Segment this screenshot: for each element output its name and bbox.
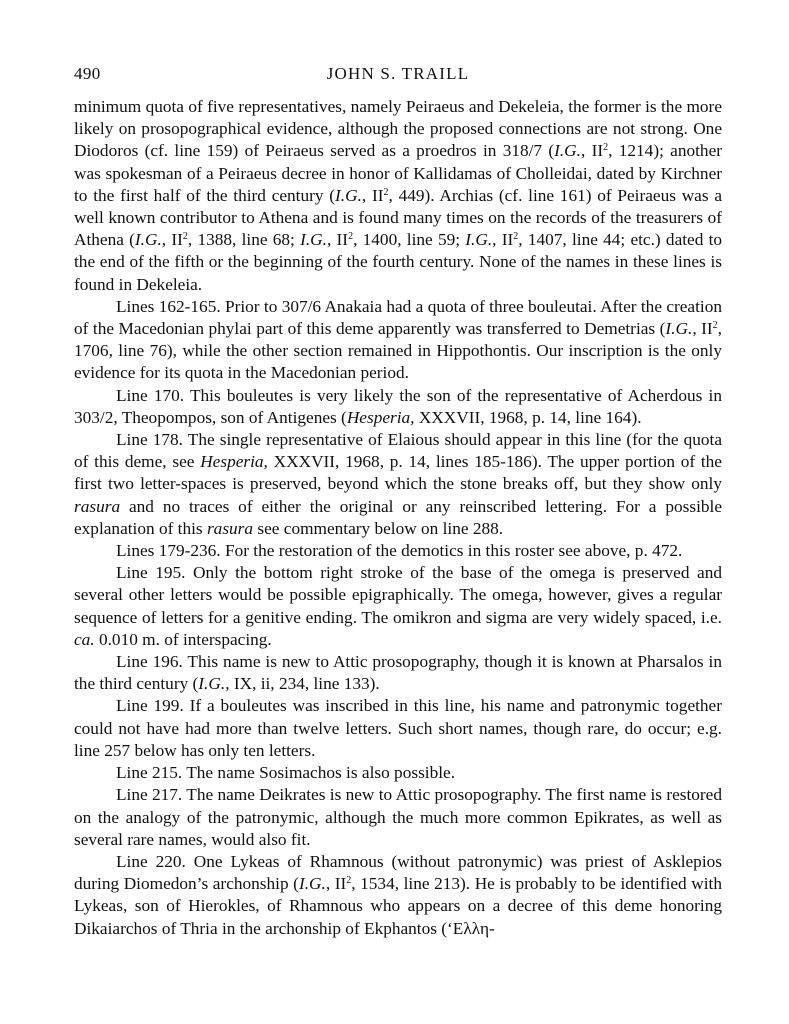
- text-run: Lines 162-165. Prior to 307/6 Anakaia had a quota of three bouleutai. After the creation of the Macedonian phylai part of this deme apparently was transferred to Demetrias (: [74, 296, 722, 339]
- text-run: , 1400, line 59;: [353, 230, 466, 250]
- text-run: Line 196. This name is new to Attic prosopography, though it is known at Pharsalos in the third century (: [74, 652, 722, 694]
- italic-text: I.G.: [465, 230, 493, 250]
- text-run: Line 220. One Lykeas of Rhamnous (without patronymic) was priest of Asklepios during Diomedon’s archonship (: [74, 851, 722, 894]
- text-run: , 1388, line 68;: [187, 230, 301, 250]
- superscript: 2: [182, 231, 188, 243]
- text-run: , 1534, line 213). He is probably to be identified with Lykeas, son of Hierokles, of Rhamnous who appears on a decree of this deme honoring Dikaiarchos of Thria in the archonship of Ekphantos (‘Ελλη-: [74, 874, 722, 938]
- italic-text: I.G.: [300, 230, 327, 250]
- paragraph: [74, 695, 722, 762]
- paragraph: [74, 851, 722, 940]
- page-number: 490: [74, 64, 101, 83]
- superscript: 2: [603, 142, 609, 154]
- text-run: Line 170. This bouleutes is very likely the son of the representative of Acherdous in 303/2, Theopompos, son of Antigenes (: [74, 385, 722, 427]
- paragraph: [74, 562, 722, 651]
- text-run: see commentary below on line 288.: [253, 518, 504, 538]
- italic-text: I.G.: [554, 141, 581, 161]
- text-run: minimum quota of five representatives, namely Peiraeus and Dekeleia, the former is the more likely on prosopographical evidence, although the proposed connections are not strong. One Diodoros (cf. line 159) of Peiraeus served as a proedros in 318/7 (: [74, 97, 722, 161]
- superscript: 2: [712, 320, 718, 332]
- paragraph: [74, 296, 722, 385]
- italic-text: I.G.: [335, 185, 362, 205]
- paragraph: [74, 651, 722, 695]
- text-run: , 1407, line 44; etc.) dated to the end of the fifth or the beginning of the fourth century. None of the names in these lines is found in Dekeleia.: [74, 230, 723, 294]
- paragraph: [74, 429, 722, 540]
- text-run: XXXVII, 1968, p. 14, line 164).: [414, 407, 642, 427]
- text-run: Line 178. The single representative of Elaious should appear in this line (for the quota of this deme, see: [74, 430, 722, 472]
- text-run: , 1214); another was spokesman of a Peiraeus decree in honor of Kallidamas of Cholleidai, dated by Kirchner to the first half of the third century (: [74, 141, 722, 205]
- text-run: , II: [361, 185, 384, 205]
- italic-text: Hesperia,: [346, 407, 415, 427]
- text-run: Line 195. Only the bottom right stroke of the base of the omega is preserved and several other letters would be possible epigraphically. The omega, however, gives a regular sequence of letters for a genitive ending. The omikron and sigma are very widely spaced, i.e.: [74, 563, 722, 627]
- article-body: [74, 96, 722, 940]
- text-run: , II: [492, 230, 514, 250]
- text-run: and no traces of either the original or any reinscribed lettering. For a possible explanation of this: [74, 496, 722, 538]
- text-run: Line 217. The name Deikrates is new to Attic prosopography. The first name is restored on the analogy of the patronymic, although the much more common Epikrates, as well as several rare names, would also fit.: [74, 785, 722, 849]
- text-run: Lines 179-236. For the restoration of the demotics in this roster see above, p. 472.: [116, 541, 683, 561]
- superscript: 2: [513, 231, 519, 243]
- running-head: JOHN S. TRAILL: [326, 64, 470, 83]
- text-run: 0.010 m. of interspacing.: [94, 629, 272, 649]
- paragraph: [74, 96, 722, 296]
- paragraph: [74, 762, 722, 784]
- italic-text: rasura: [206, 518, 254, 538]
- italic-text: Hesperia,: [200, 452, 268, 472]
- italic-text: ca.: [74, 629, 95, 649]
- paragraph: [74, 385, 722, 429]
- superscript: 2: [383, 186, 389, 198]
- italic-text: I.G.: [298, 874, 326, 894]
- text-run: Line 215. The name Sosimachos is also possible.: [116, 763, 456, 783]
- page: [74, 56, 722, 940]
- superscript: 2: [346, 875, 352, 887]
- italic-text: I.G.: [198, 674, 226, 694]
- paragraph: [74, 784, 722, 851]
- text-run: , II: [692, 319, 713, 339]
- page-header: [74, 56, 722, 96]
- paragraph: [74, 540, 722, 562]
- italic-text: I.G.: [134, 230, 162, 250]
- text-run: , 449). Archias (cf. line 161) of Peiraeus was a well known contributor to Athena and is found many times on the records of the treasurers of Athena (: [74, 185, 722, 250]
- text-run: XXXVII, 1968, p. 14, lines 185-186). The upper portion of the first two letter-spaces is preserved, beyond which the stone breaks off, but they show only: [74, 452, 722, 494]
- italic-text: I.G.: [665, 319, 693, 339]
- text-run: , II: [326, 230, 349, 250]
- text-run: , II: [581, 141, 604, 161]
- text-run: , 1706, line 76), while the other section remained in Hippothontis. Our inscription is the only evidence for its quota in the Macedonian period.: [74, 319, 722, 383]
- text-run: , IX, ii, 234, line 133).: [225, 674, 380, 694]
- superscript: 2: [348, 231, 354, 243]
- italic-text: rasura: [74, 496, 121, 516]
- text-run: , II: [161, 230, 183, 250]
- text-run: Line 199. If a bouleutes was inscribed in this line, his name and patronymic together could not have had more than twelve letters. Such short names, though rare, do occur; e.g. line 257 below has only ten letters.: [74, 696, 722, 760]
- text-run: , II: [325, 874, 347, 894]
